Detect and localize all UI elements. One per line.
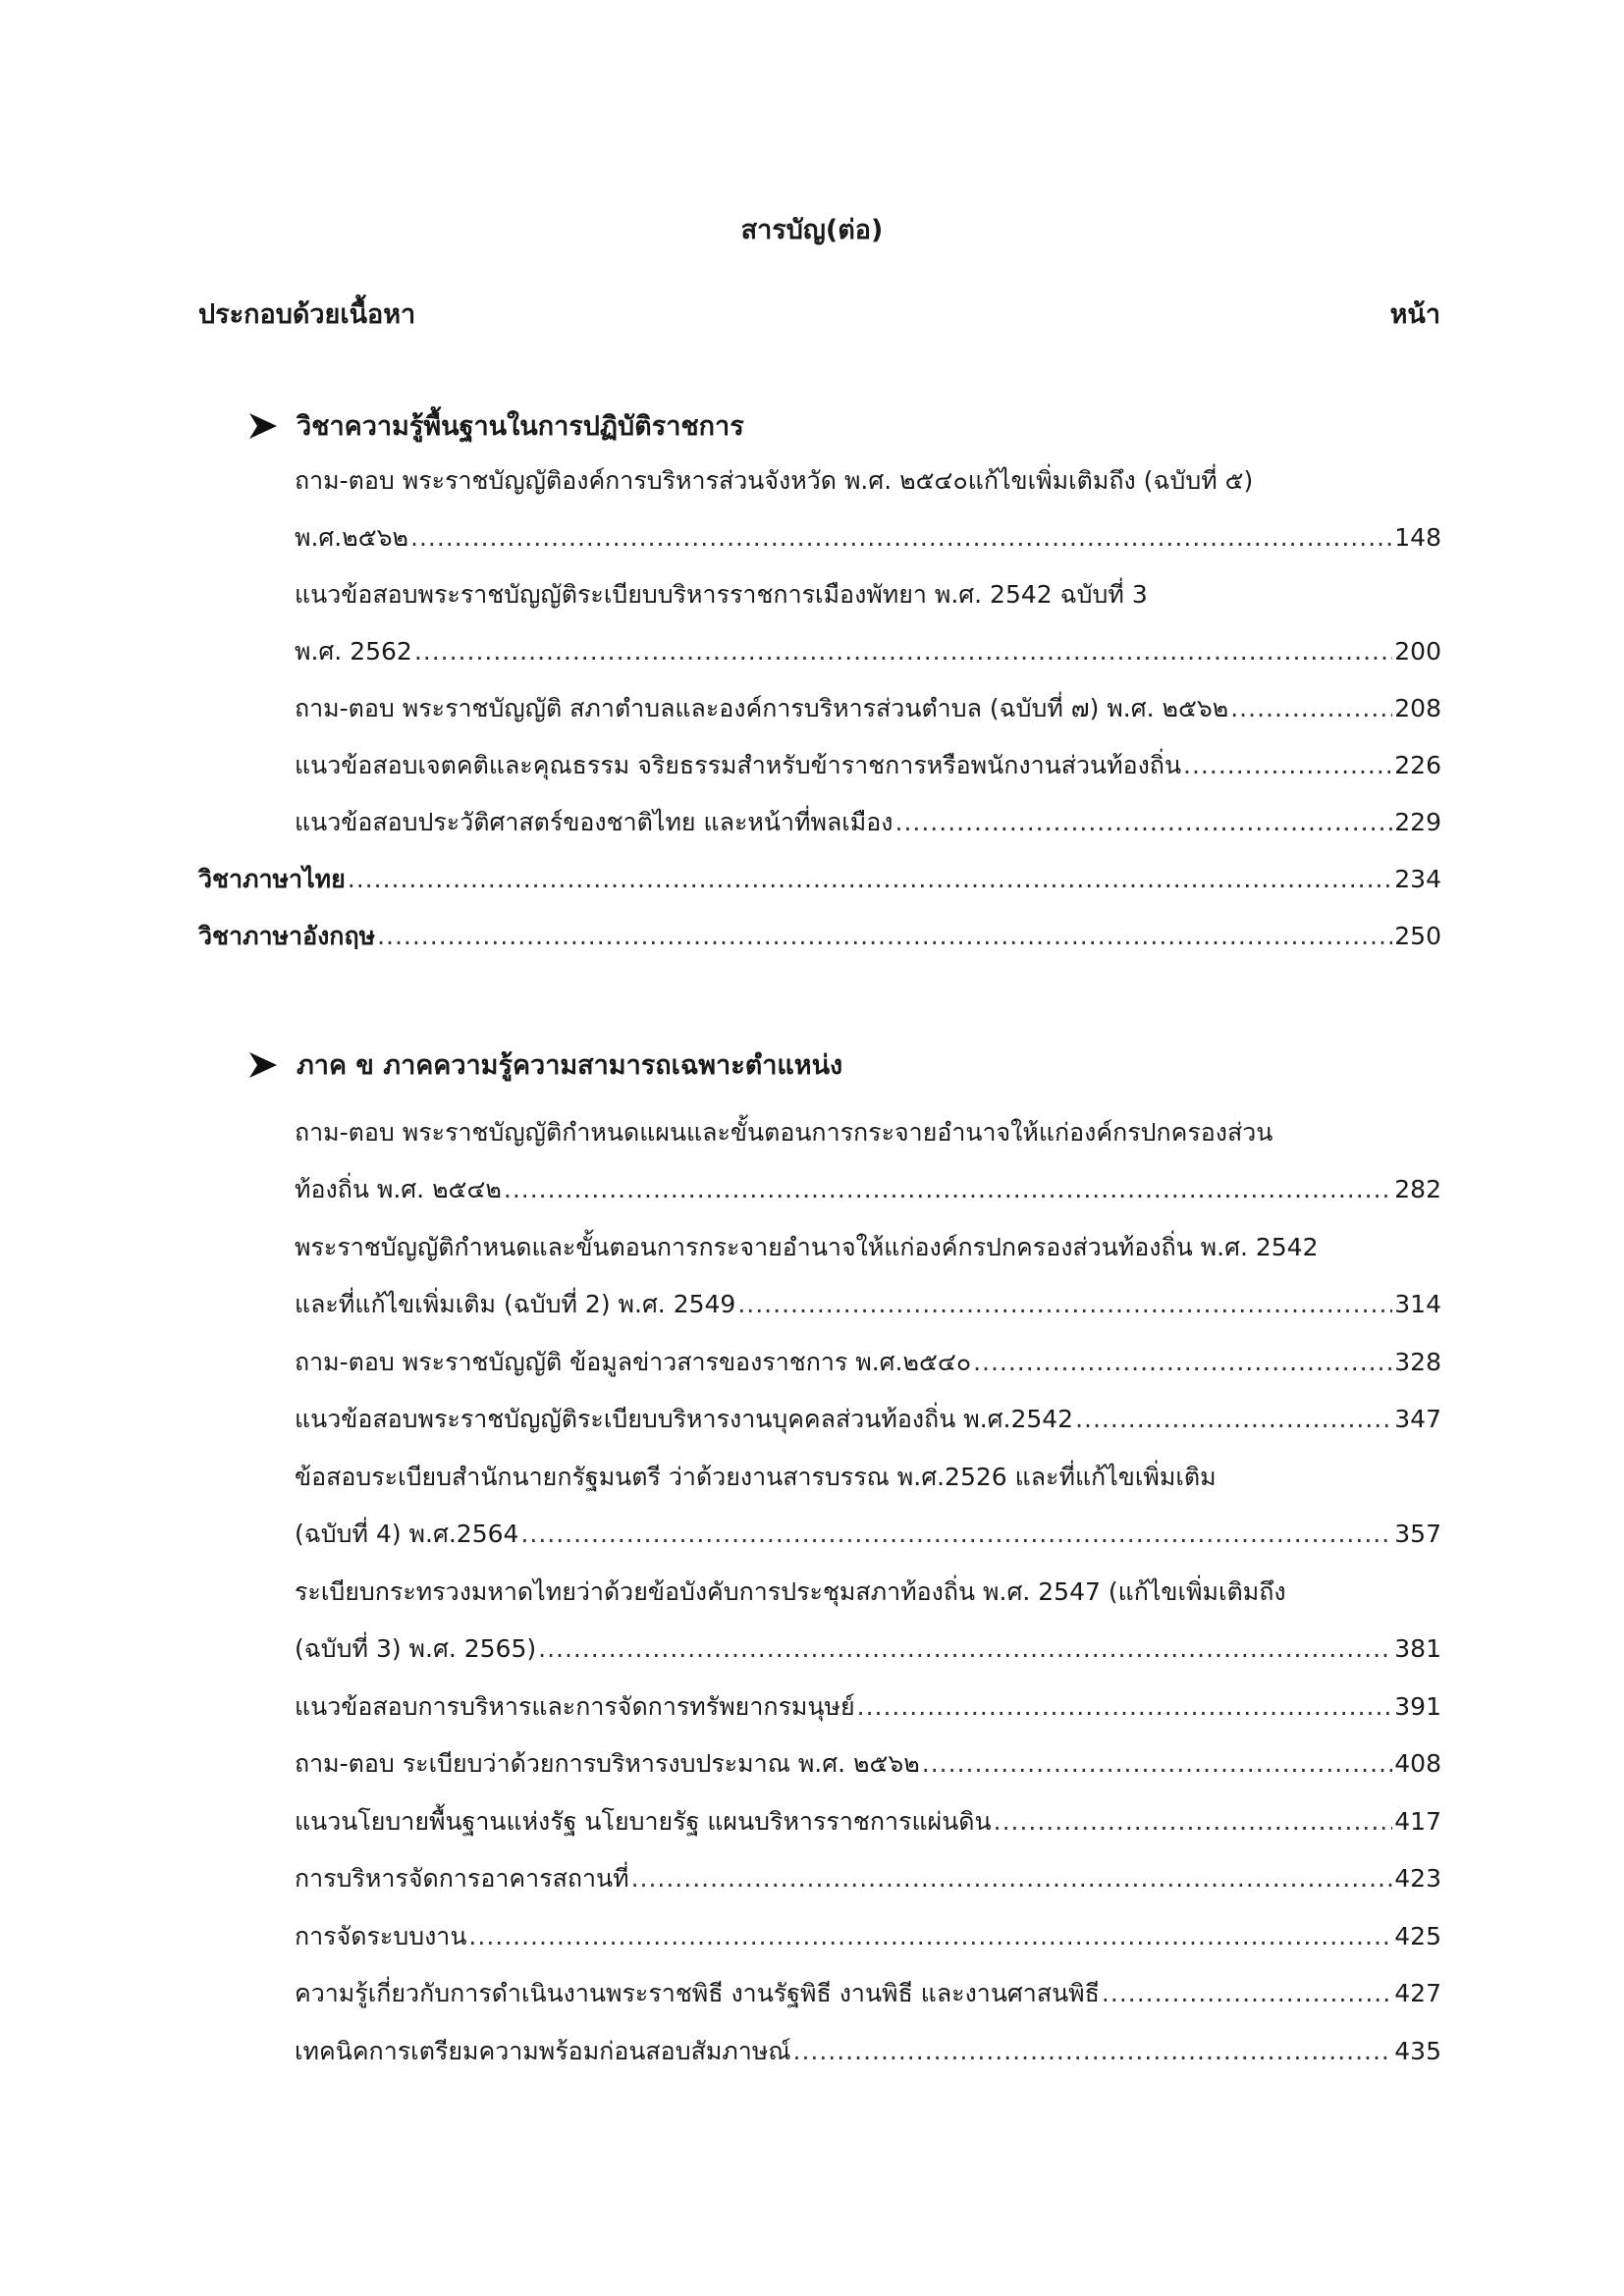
- toc-entry-text: แนวนโยบายพื้นฐานแห่งรัฐ นโยบายรัฐ แผนบริหารราชการแผ่นดิน: [295, 1807, 992, 1836]
- toc-entry-line: แนวข้อสอบพระราชบัญญัติระเบียบบริหารราชการเมืองพัทยา พ.ศ. 2542 ฉบับที่ 3: [295, 580, 1148, 609]
- toc-entry-line: พระราชบัญญัติกำหนดและขั้นตอนการกระจายอำนาจให้แก่องค์กรปกครองส่วนท้องถิ่น พ.ศ. 2542: [295, 1233, 1319, 1261]
- toc-header: [198, 293, 1440, 335]
- toc-entry: [295, 1400, 1441, 1439]
- arrow-bullet-icon: [247, 1050, 279, 1080]
- content-column-label: ประกอบด้วยเนื้อหา: [198, 299, 416, 330]
- toc-page-number: 282: [1394, 1175, 1441, 1203]
- toc-entry-text: ท้องถิ่น พ.ศ. ๒๕๔๒: [295, 1175, 502, 1203]
- toc-entry-line: ระเบียบกระทรวงมหาดไทยว่าด้วยข้อบังคับการประชุมสภาท้องถิ่น พ.ศ. 2547 (แก้ไขเพิ่มเติมถึง: [295, 1577, 1286, 1606]
- toc-entry-text: การจัดระบบงาน: [295, 1922, 467, 1950]
- toc-entry-text: ถาม-ตอบ พระราชบัญญัติ สภาตำบลและองค์การบริหารส่วนตำบล (ฉบับที่ ๗) พ.ศ. ๒๕๖๒: [295, 694, 1229, 722]
- toc-entry-text: แนวข้อสอบพระราชบัญญัติระเบียบบริหารงานบุคคลส่วนท้องถิ่น พ.ศ.2542: [295, 1405, 1074, 1433]
- dot-leader: [895, 803, 1393, 842]
- dot-leader: [468, 1917, 1392, 1956]
- toc-page-number: 425: [1394, 1922, 1441, 1950]
- dot-leader: [1183, 746, 1392, 785]
- dot-leader: [520, 1515, 1392, 1554]
- toc-page-number: 423: [1394, 1864, 1441, 1893]
- toc-page-number: 357: [1394, 1520, 1441, 1548]
- toc-entry: [295, 1629, 1441, 1669]
- toc-entry-text: แนวข้อสอบเจตคติและคุณธรรม จริยธรรมสำหรับข้าราชการหรือพนักงานส่วนท้องถิ่น: [295, 751, 1182, 779]
- toc-page-number: 250: [1394, 922, 1441, 950]
- toc-entry-text: การบริหารจัดการอาคารสถานที่: [295, 1864, 629, 1893]
- toc-entry: [295, 1917, 1441, 1956]
- toc-page-number: 347: [1394, 1405, 1441, 1433]
- toc-entry-text: (ฉบับที่ 4) พ.ศ.2564: [295, 1520, 519, 1548]
- toc-page-number: 408: [1394, 1749, 1441, 1778]
- toc-page-number: 226: [1394, 751, 1441, 779]
- toc-page-number: 234: [1394, 865, 1441, 893]
- dot-leader: [793, 2032, 1393, 2071]
- toc-entry: [295, 803, 1441, 842]
- section-heading-1: [247, 404, 744, 447]
- dot-leader: [348, 860, 1393, 899]
- toc-entry-text: (ฉบับที่ 3) พ.ศ. 2565): [295, 1634, 537, 1663]
- section-heading-text: ภาค ข ภาคความรู้ความสามารถเฉพาะตำแหน่ง: [297, 1050, 843, 1081]
- subject-entry-english: [198, 917, 1441, 956]
- toc-entry-line: ถาม-ตอบ พระราชบัญญัติกำหนดแผนและขั้นตอนการกระจายอำนาจให้แก่องค์กรปกครองส่วน: [295, 1118, 1273, 1147]
- toc-page-number: 328: [1394, 1348, 1441, 1376]
- dot-leader: [1075, 1400, 1392, 1439]
- toc-entry: [295, 1170, 1441, 1209]
- toc-entry: [295, 1285, 1441, 1324]
- toc-entry-text: พ.ศ.๒๕๖๒: [295, 523, 408, 552]
- dot-leader: [538, 1629, 1392, 1669]
- toc-entry-text: วิชาภาษาไทย: [198, 865, 346, 893]
- section-heading-text: วิชาความรู้พื้นฐานในการปฏิบัติราชการ: [297, 411, 744, 442]
- toc-page-number: 229: [1394, 808, 1441, 836]
- section-heading-2: [247, 1043, 842, 1086]
- toc-entry: [295, 1515, 1441, 1554]
- toc-entry: [295, 1974, 1441, 2013]
- dot-leader: [857, 1687, 1393, 1727]
- toc-entry-text: ถาม-ตอบ พระราชบัญญัติ ข้อมูลข่าวสารของราชการ พ.ศ.๒๕๔๐: [295, 1348, 972, 1376]
- toc-page-number: 381: [1394, 1634, 1441, 1663]
- arrow-bullet-icon: [247, 411, 279, 441]
- toc-entry-text: และที่แก้ไขเพิ่มเติม (ฉบับที่ 2) พ.ศ. 2549: [295, 1290, 736, 1318]
- toc-entry: [295, 1859, 1441, 1898]
- toc-page-number: 314: [1394, 1290, 1441, 1318]
- dot-leader: [631, 1859, 1393, 1898]
- subject-entry-thai: [198, 860, 1441, 899]
- dot-leader: [737, 1285, 1392, 1324]
- toc-entry-text: ถาม-ตอบ ระเบียบว่าด้วยการบริหารงบประมาณ พ.ศ. ๒๕๖๒: [295, 1749, 920, 1778]
- dot-leader: [410, 518, 1392, 558]
- toc-entry-text: แนวข้อสอบการบริหารและการจัดการทรัพยากรมนุษย์: [295, 1692, 855, 1721]
- toc-entry: [295, 1343, 1441, 1382]
- toc-page-number: 391: [1394, 1692, 1441, 1721]
- toc-entry-text: ความรู้เกี่ยวกับการดำเนินงานพระราชพิธี งานรัฐพิธี งานพิธี และงานศาสนพิธี: [295, 1979, 1100, 2007]
- dot-leader: [1102, 1974, 1392, 2013]
- page-title: สารบัญ(ต่อ): [740, 215, 884, 245]
- dot-leader: [922, 1744, 1393, 1784]
- dot-leader: [504, 1170, 1392, 1209]
- toc-page-number: 417: [1394, 1807, 1441, 1836]
- toc-entry-line: ถาม-ตอบ พระราชบัญญัติองค์การบริหารส่วนจังหวัด พ.ศ. ๒๕๔๐แก้ไขเพิ่มเติมถึง (ฉบับที่ ๕): [295, 466, 1254, 495]
- toc-entry: [295, 746, 1441, 785]
- toc-entry: [295, 518, 1441, 558]
- toc-page-number: 427: [1394, 1979, 1441, 2007]
- page-column-label: หน้า: [1389, 299, 1440, 330]
- toc-entry: [295, 1687, 1441, 1727]
- toc-entry-text: เทคนิคการเตรียมความพร้อมก่อนสอบสัมภาษณ์: [295, 2037, 791, 2065]
- toc-entry-text: วิชาภาษาอังกฤษ: [198, 922, 376, 950]
- toc-entry: [295, 2032, 1441, 2071]
- toc-entry: [295, 689, 1441, 728]
- toc-page-number: 435: [1394, 2037, 1441, 2065]
- toc-entry-text: แนวข้อสอบประวัติศาสตร์ของชาติไทย และหน้าที่พลเมือง: [295, 808, 893, 836]
- toc-page-number: 208: [1394, 694, 1441, 722]
- toc-entry: [295, 1802, 1441, 1842]
- toc-page-number: 200: [1394, 637, 1441, 666]
- toc-entry: [295, 1744, 1441, 1784]
- toc-entry: [295, 632, 1441, 671]
- dot-leader: [994, 1802, 1393, 1842]
- dot-leader: [377, 917, 1392, 956]
- toc-entry-line: ข้อสอบระเบียบสำนักนายกรัฐมนตรี ว่าด้วยงานสารบรรณ พ.ศ.2526 และที่แก้ไขเพิ่มเติม: [295, 1463, 1217, 1491]
- toc-page-number: 148: [1394, 523, 1441, 552]
- dot-leader: [414, 632, 1392, 671]
- dot-leader: [1230, 689, 1392, 728]
- toc-entry-text: พ.ศ. 2562: [295, 637, 412, 666]
- dot-leader: [973, 1343, 1392, 1382]
